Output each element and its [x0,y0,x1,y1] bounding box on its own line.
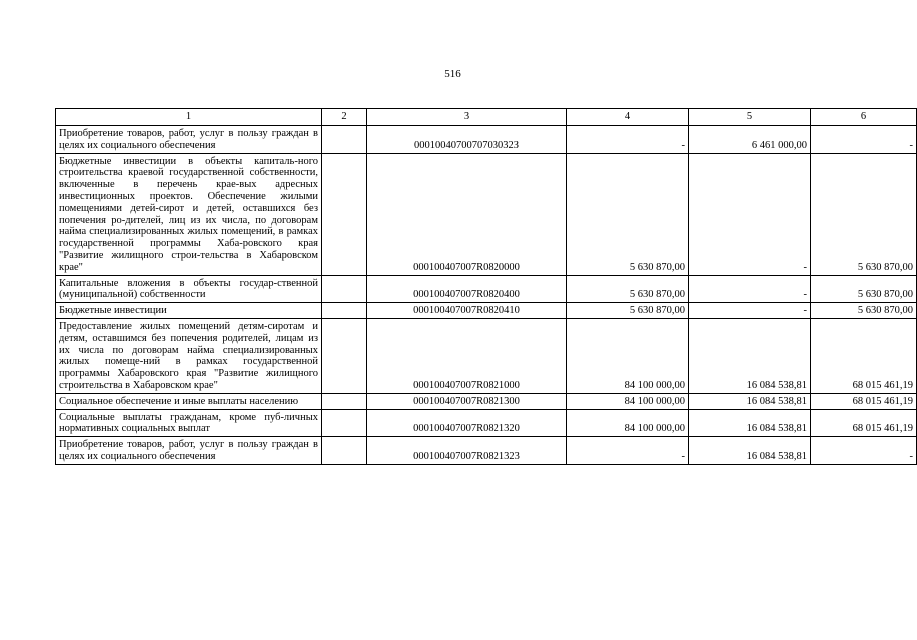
header-col-1: 1 [56,109,322,126]
table-row [56,153,917,275]
row-name: Приобретение товаров, работ, услуг в пользу граждан в целях их социального обеспечения [56,437,322,465]
row-value-4: 84 100 000,00 [567,409,689,437]
row-col2 [322,393,367,409]
row-code: 000100407007R0821000 [367,318,567,393]
row-value-4: 5 630 870,00 [567,303,689,319]
row-name: Бюджетные инвестиции [56,303,322,319]
row-name: Социальное обеспечение и иные выплаты населению [56,393,322,409]
table-row [56,393,917,409]
header-col-3: 3 [367,109,567,126]
row-col2 [322,153,367,275]
row-value-4: 84 100 000,00 [567,318,689,393]
row-code: 000100407007R0821323 [367,437,567,465]
row-value-5: 16 084 538,81 [689,409,811,437]
row-name: Бюджетные инвестиции в объекты капиталь-ного строительства краевой государственной собственности, включенные в перечень крае-вых адресных инвестиционных проектов. Обеспечение жилыми помещениями детей-сирот и детей, оставшихся без попечения ро-дителей, лиц из их числа, по договорам найма специализированных жилых помещений, в рамках государственной программы Хаба-ровского края "Развитие жилищного строи-тельства в Хабаровском крае" [56,153,322,275]
table-row [56,437,917,465]
header-col-4: 4 [567,109,689,126]
row-value-5: - [689,153,811,275]
row-col2 [322,303,367,319]
header-col-6: 6 [811,109,917,126]
table-row [56,318,917,393]
row-value-5: 16 084 538,81 [689,318,811,393]
header-row [56,109,917,126]
row-value-4: 84 100 000,00 [567,393,689,409]
page-number: 516 [444,68,461,80]
row-value-4: 5 630 870,00 [567,153,689,275]
row-value-6: 68 015 461,19 [811,393,917,409]
row-col2 [322,437,367,465]
row-value-5: - [689,303,811,319]
header-col-5: 5 [689,109,811,126]
table-row [56,275,917,303]
table-row [56,303,917,319]
table-row [56,126,917,154]
budget-table [55,108,917,465]
row-name: Приобретение товаров, работ, услуг в пользу граждан в целях их социального обеспечения [56,126,322,154]
row-code: 000100407007R0821300 [367,393,567,409]
row-value-5: - [689,275,811,303]
row-col2 [322,318,367,393]
header-col-2: 2 [322,109,367,126]
row-col2 [322,409,367,437]
row-value-6: - [811,126,917,154]
row-value-6: 5 630 870,00 [811,153,917,275]
row-col2 [322,126,367,154]
row-value-4: - [567,437,689,465]
row-value-6: 5 630 870,00 [811,303,917,319]
row-value-6: 68 015 461,19 [811,409,917,437]
row-value-4: - [567,126,689,154]
row-value-4: 5 630 870,00 [567,275,689,303]
row-name: Капитальные вложения в объекты государ-ственной (муниципальной) собственности [56,275,322,303]
row-value-5: 16 084 538,81 [689,393,811,409]
row-value-6: 68 015 461,19 [811,318,917,393]
row-value-5: 6 461 000,00 [689,126,811,154]
row-code: 000100407007R0820000 [367,153,567,275]
row-code: 0001004070070703032З [367,126,567,154]
row-value-6: 5 630 870,00 [811,275,917,303]
row-code: 000100407007R0820400 [367,275,567,303]
row-name: Предоставление жилых помещений детям-сиротам и детям, оставшимся без попечения родителей, лицам из их числа по договорам найма специализированных жилых помеще-ний в рамках государственной программы Хабаровского края "Развитие жилищного строительства в Хабаровском крае" [56,318,322,393]
row-name: Социальные выплаты гражданам, кроме пуб-личных нормативных социальных выплат [56,409,322,437]
row-col2 [322,275,367,303]
table-row [56,409,917,437]
row-code: 000100407007R0820410 [367,303,567,319]
row-value-6: - [811,437,917,465]
row-value-5: 16 084 538,81 [689,437,811,465]
row-code: 000100407007R0821320 [367,409,567,437]
